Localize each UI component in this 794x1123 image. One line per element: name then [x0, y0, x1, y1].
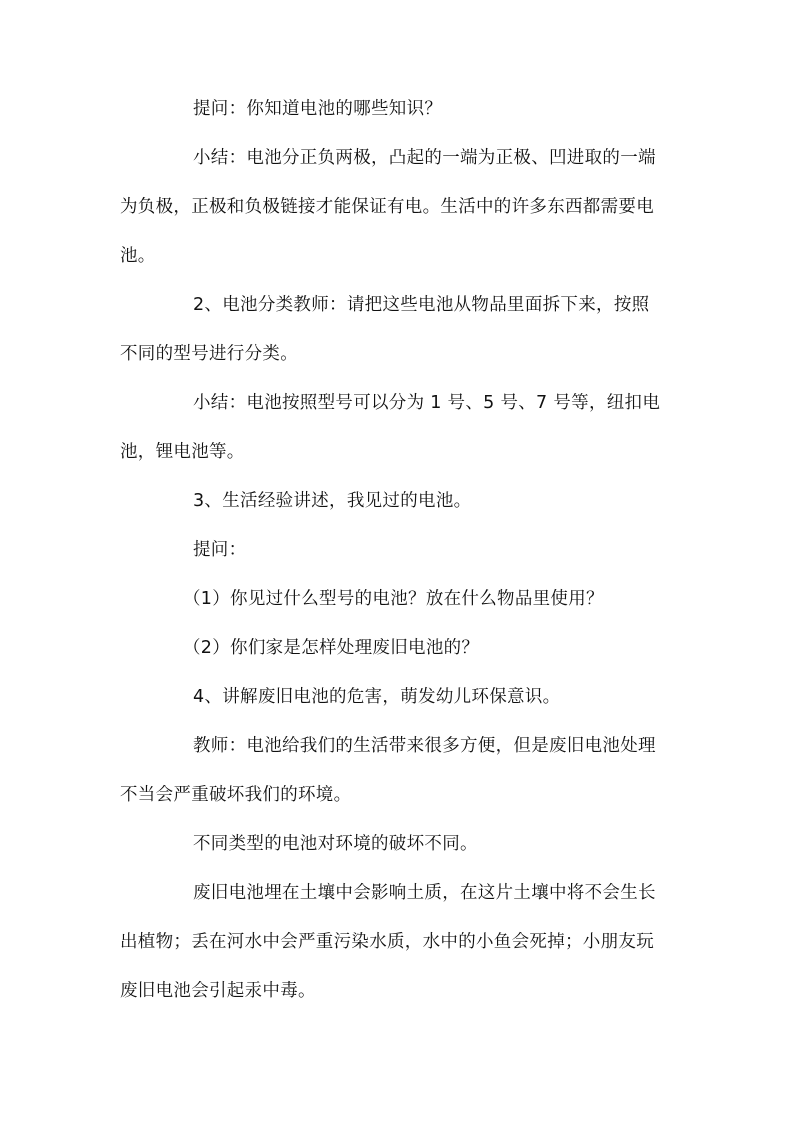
hazard-line-3: 废旧电池会引起汞中毒。	[120, 981, 316, 1001]
summary-line-2: 为负极，正极和负极链接才能保证有电。生活中的许多东西都需要电	[120, 197, 654, 217]
step-2-line-1: 2、电池分类教师：请把这些电池从物品里面拆下来，按照	[193, 295, 650, 315]
question-item-2: （2）你们家是怎样处理废旧电池的？	[183, 638, 480, 658]
question-2-label: 提问：	[193, 540, 247, 560]
step-4-line: 4、讲解废旧电池的危害，萌发幼儿环保意识。	[193, 687, 561, 707]
summary-2-line-2: 池，锂电池等。	[120, 442, 245, 462]
battery-types-line: 不同类型的电池对环境的破坏不同。	[193, 834, 478, 854]
step-2-line-2: 不同的型号进行分类。	[120, 344, 298, 364]
summary-line-3: 池。	[120, 246, 156, 266]
question-item-1: （1）你见过什么型号的电池？放在什么物品里使用？	[183, 589, 604, 609]
hazard-line-1: 废旧电池埋在土壤中会影响土质，在这片土壤中将不会生长	[193, 883, 656, 903]
summary-line-1: 小结：电池分正负两极，凸起的一端为正极、凹进取的一端	[193, 148, 656, 168]
step-3-line: 3、生活经验讲述，我见过的电池。	[193, 491, 472, 511]
teacher-line-2: 不当会严重破坏我们的环境。	[120, 785, 352, 805]
summary-2-line-1: 小结：电池按照型号可以分为 1 号、5 号、7 号等，纽扣电	[193, 393, 661, 413]
question-line: 提问：你知道电池的哪些知识？	[193, 99, 443, 119]
teacher-line-1: 教师：电池给我们的生活带来很多方便，但是废旧电池处理	[193, 736, 656, 756]
hazard-line-2: 出植物；丢在河水中会严重污染水质，水中的小鱼会死掉；小朋友玩	[120, 932, 654, 952]
